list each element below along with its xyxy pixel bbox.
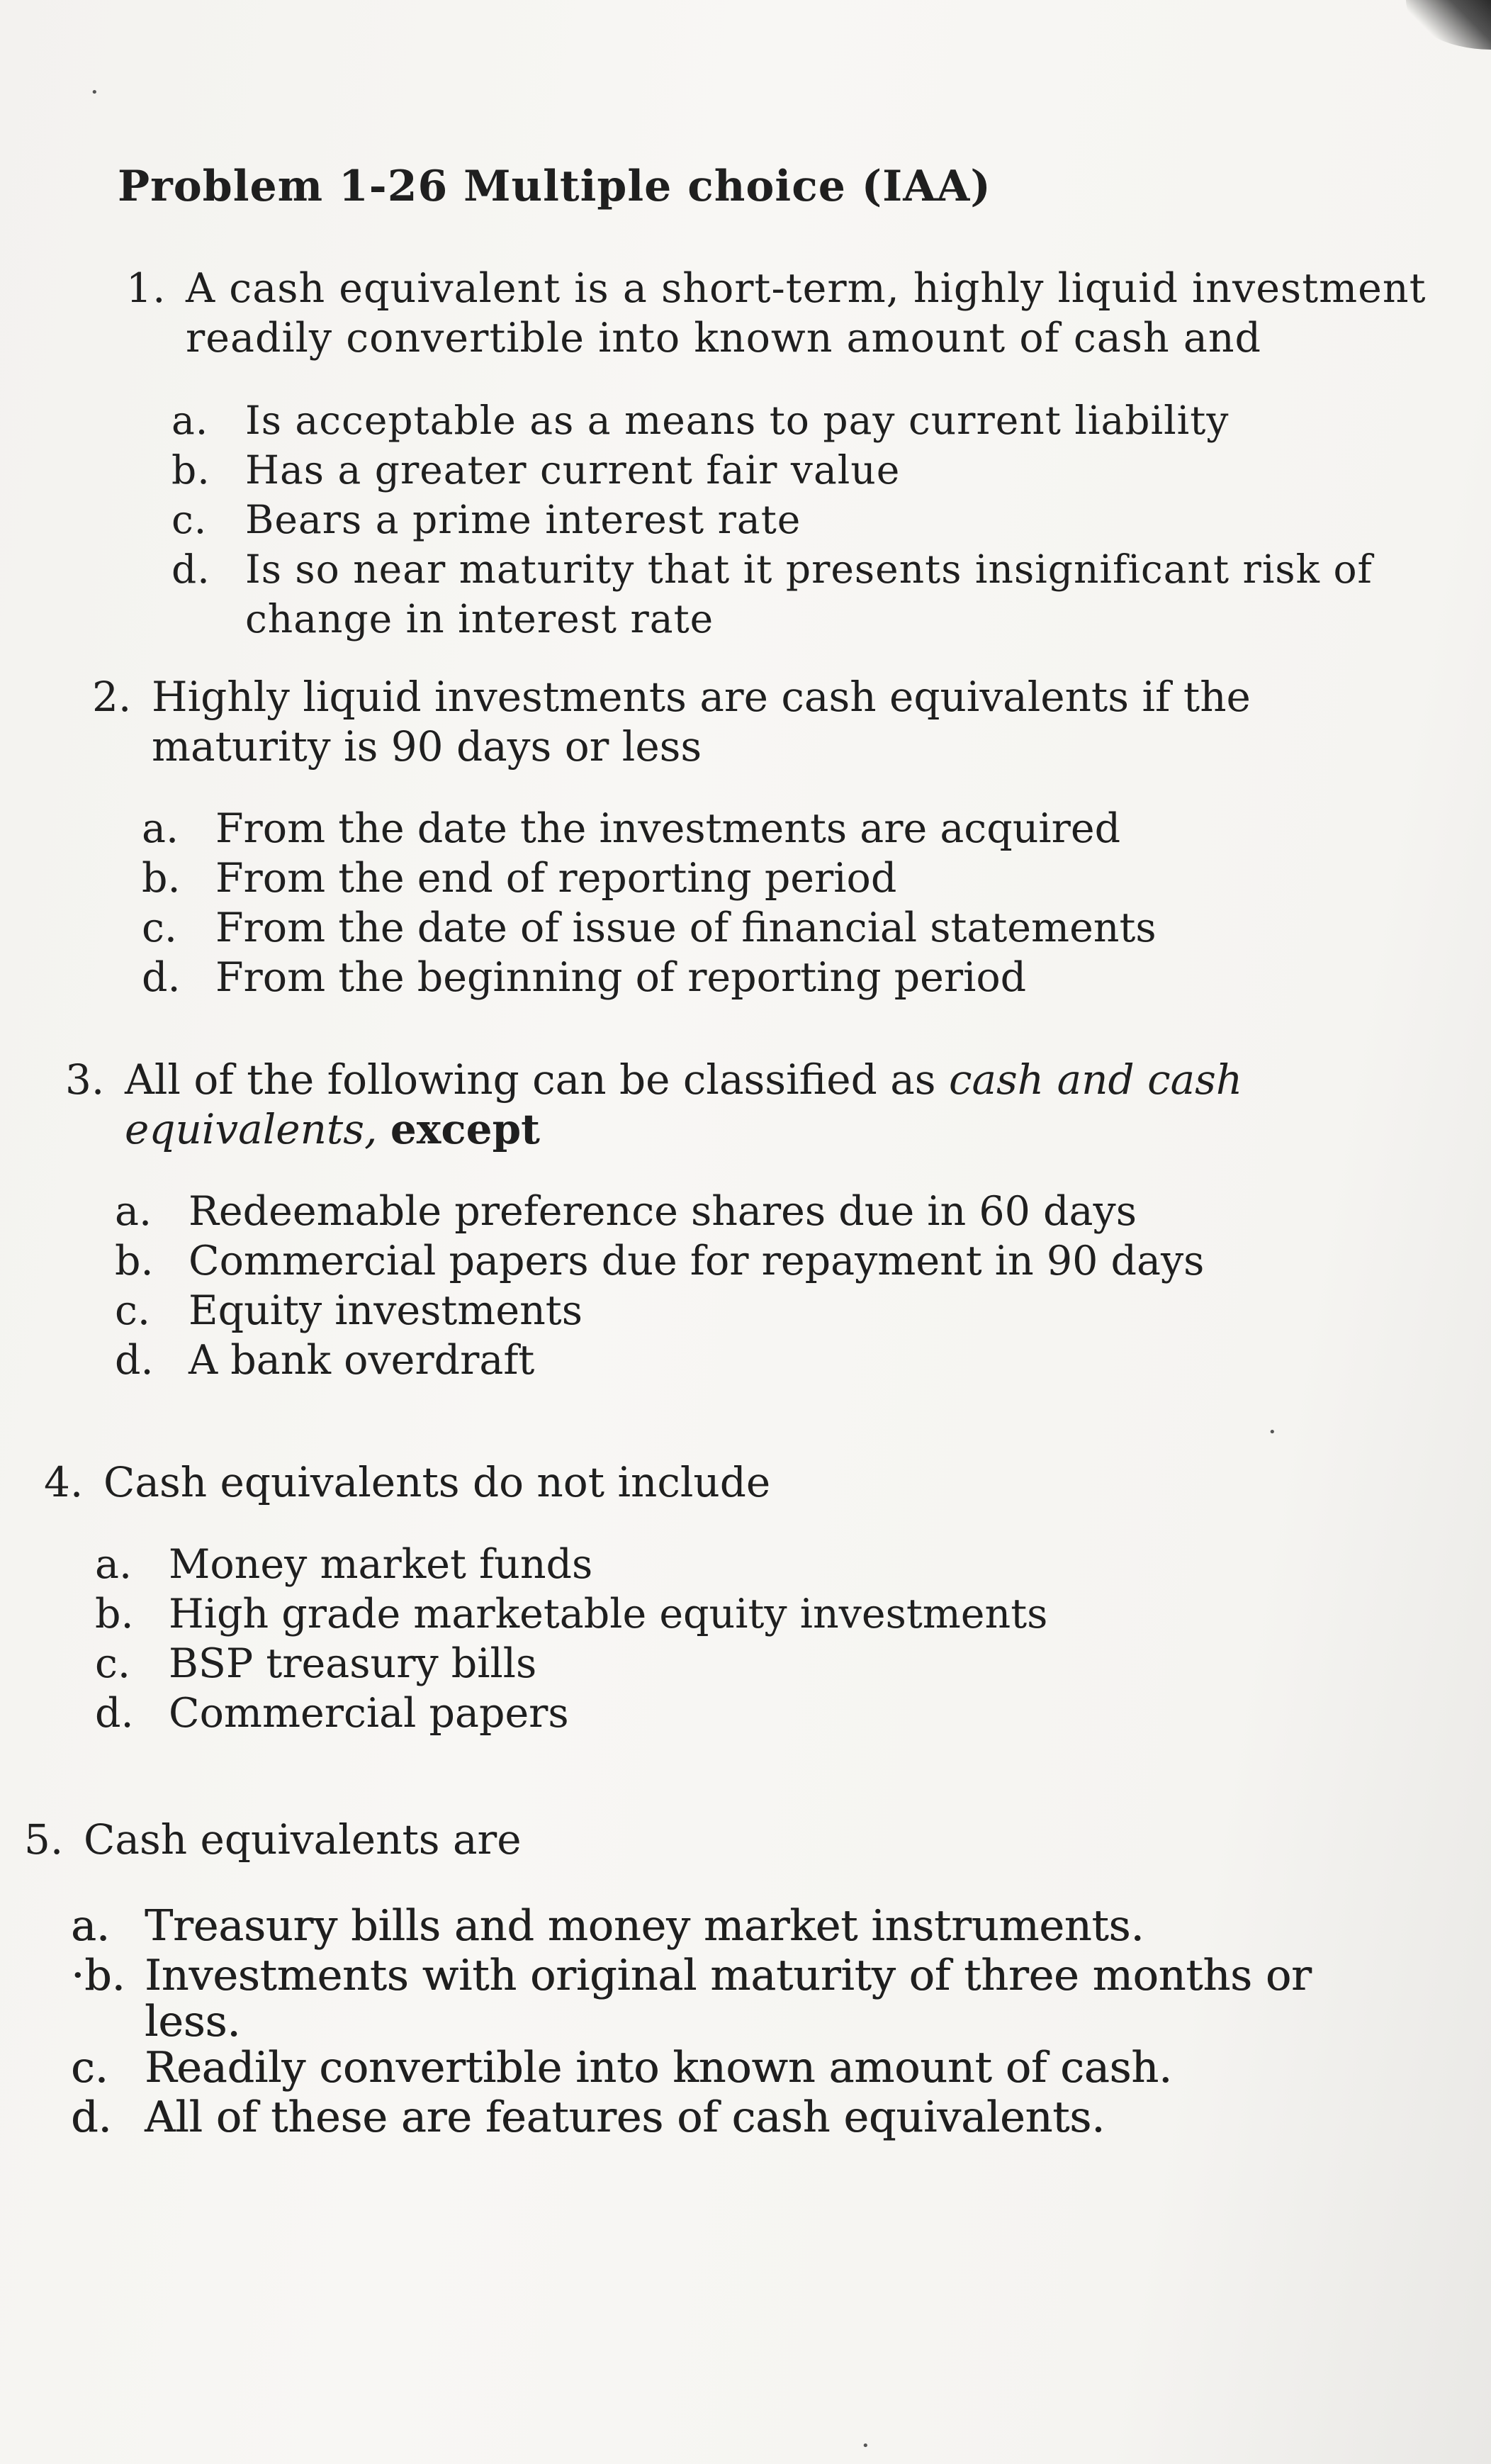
option-text: A bank overdraft	[189, 1337, 535, 1384]
option-letter: a.	[95, 1541, 133, 1588]
option-letter: d.	[115, 1337, 154, 1384]
option-text: Readily convertible into known amount of cash.	[145, 2043, 1173, 2093]
option-letter: a.	[171, 398, 209, 443]
question-1	[126, 264, 1427, 644]
question-number: 4.	[44, 1458, 84, 1506]
question-5	[24, 1815, 1312, 2142]
question-3	[65, 1055, 1341, 1385]
question-2-options	[142, 804, 1368, 1002]
option-letter: ·b.	[71, 1951, 125, 2000]
question-2	[92, 672, 1368, 1002]
option-c	[95, 1639, 1320, 1689]
option-text: Is so near maturity that it presents insignificant risk of	[245, 547, 1373, 592]
option-b	[115, 1236, 1341, 1286]
option-letter: b.	[171, 447, 210, 493]
option-letter: c.	[115, 1287, 151, 1334]
option-c	[71, 2043, 1300, 2093]
option-a	[171, 396, 1402, 445]
option-text: All of these are features of cash equivalents.	[145, 2093, 1105, 2142]
option-text: From the date the investments are acquired	[215, 805, 1121, 852]
option-c	[171, 495, 1402, 544]
question-2-line-2	[92, 722, 1368, 771]
option-letter: a.	[71, 1901, 110, 1951]
option-text: High grade marketable equity investments	[169, 1591, 1048, 1637]
option-letter: c.	[95, 1640, 131, 1687]
option-a	[71, 1901, 1300, 1951]
option-letter: d.	[171, 547, 210, 592]
question-5-options	[71, 1901, 1312, 2142]
option-letter: d.	[95, 1690, 134, 1737]
option-text: Investments with original maturity of three months or	[145, 1951, 1312, 2000]
question-3-line-2	[65, 1104, 1341, 1154]
question-number: 2.	[92, 673, 132, 721]
option-b-continued: less.	[145, 1997, 241, 2046]
option-text: Commercial papers	[169, 1690, 569, 1737]
question-2-line-1	[92, 672, 1368, 722]
option-text: Equity investments	[189, 1287, 583, 1334]
option-a	[95, 1540, 1320, 1589]
option-letter: a.	[142, 805, 179, 852]
paper-speck: •	[1268, 1425, 1276, 1440]
option-a	[142, 804, 1368, 853]
option-letter: c.	[171, 497, 208, 542]
option-letter: d.	[71, 2093, 112, 2142]
option-d	[95, 1689, 1320, 1738]
option-text: From the date of issue of financial statements	[215, 905, 1157, 951]
question-text-continued: readily convertible into known amount of cash and	[186, 315, 1262, 362]
question-text: All of the following can be classified as	[125, 1055, 949, 1104]
question-1-line-1	[126, 264, 1427, 313]
question-text-emphasis: equivalents,	[125, 1105, 378, 1153]
option-text: Redeemable preference shares due in 60 days	[189, 1188, 1137, 1235]
option-b	[95, 1589, 1320, 1639]
option-letter: b.	[95, 1591, 134, 1637]
question-text-bold: except	[390, 1105, 540, 1153]
question-4	[44, 1457, 1320, 1738]
question-number: 1.	[126, 265, 167, 312]
option-d	[171, 544, 1402, 594]
question-text: Cash equivalents do not include	[103, 1458, 771, 1506]
option-text: From the beginning of reporting period	[215, 954, 1027, 1001]
question-3-options	[115, 1187, 1341, 1385]
question-1-line-2	[126, 313, 1402, 363]
option-letter: c.	[71, 2043, 108, 2093]
question-text: Highly liquid investments are cash equivalents if the	[152, 673, 1251, 721]
question-text-emphasis: cash and cash	[948, 1055, 1243, 1104]
option-letter: b.	[142, 855, 181, 902]
option-letter: b.	[115, 1238, 154, 1284]
option-text: BSP treasury bills	[169, 1640, 537, 1687]
option-text: Treasury bills and money market instruments.	[145, 1901, 1144, 1951]
question-4-line-1	[44, 1457, 1320, 1507]
option-c	[115, 1286, 1341, 1335]
option-d	[115, 1335, 1341, 1385]
option-letter: d.	[142, 954, 181, 1001]
problem-title: Problem 1-26 Multiple choice (IAA)	[118, 162, 991, 211]
question-text-continued: maturity is 90 days or less	[152, 722, 702, 771]
option-d-continued: change in interest rate	[245, 596, 714, 642]
option-a	[115, 1187, 1341, 1236]
question-4-options	[95, 1540, 1320, 1738]
option-b	[171, 445, 1402, 495]
question-3-line-1	[65, 1055, 1341, 1104]
option-text: Bears a prime interest rate	[245, 497, 801, 542]
paper-speck: •	[862, 2438, 870, 2453]
option-c	[142, 903, 1368, 953]
option-d	[142, 953, 1368, 1002]
paper-speck: •	[91, 85, 99, 100]
option-text: Commercial papers due for repayment in 90 days	[189, 1238, 1205, 1284]
option-letter: a.	[115, 1188, 152, 1235]
option-text: Is acceptable as a means to pay current liability	[245, 398, 1230, 443]
question-number: 3.	[65, 1055, 105, 1104]
option-b	[71, 1951, 1312, 2000]
question-1-options	[171, 396, 1402, 644]
question-text: Cash equivalents are	[84, 1815, 522, 1864]
option-text: Has a greater current fair value	[245, 447, 901, 493]
option-text: Money market funds	[169, 1541, 593, 1588]
option-letter: c.	[142, 905, 178, 951]
question-number: 5.	[24, 1815, 64, 1864]
question-text: A cash equivalent is a short-term, highly liquid investment	[186, 265, 1427, 312]
option-text: From the end of reporting period	[215, 855, 897, 902]
question-5-line-1	[24, 1815, 1300, 1864]
page-corner-shadow	[1406, 0, 1491, 50]
option-d	[71, 2093, 1300, 2142]
option-b	[142, 853, 1368, 903]
